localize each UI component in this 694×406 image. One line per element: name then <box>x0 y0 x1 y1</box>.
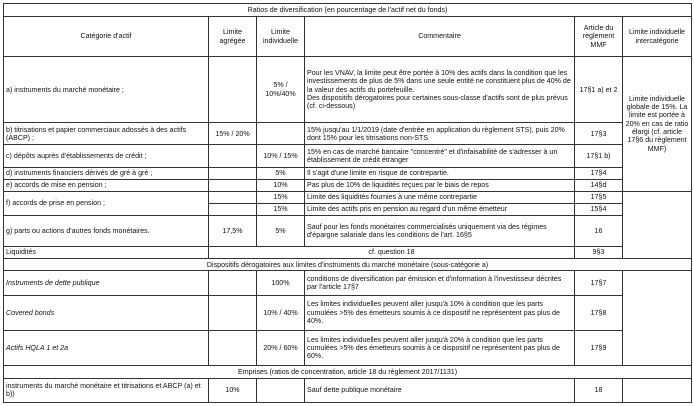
table-row <box>4 295 692 330</box>
header-article: Article du règlement MMF <box>575 17 623 57</box>
row-article: 17§8 <box>575 295 623 330</box>
intercategory-empty-cell <box>623 378 692 402</box>
row-individual-limit: 10% / 15% <box>257 145 305 167</box>
table-row <box>4 57 692 123</box>
header-category: Catégorie d'actif <box>4 17 209 57</box>
row-category: e) accords de mise en pension ; <box>4 179 209 191</box>
title-row <box>4 4 692 17</box>
row-individual-limit: 15% <box>257 204 305 216</box>
section-title-emprises: Emprises (ratios de concentration, article 18 du règlement 2017/1131) <box>4 366 692 378</box>
row-category: g) parts ou actions d'autres fonds monétaires. <box>4 216 209 247</box>
row-category: d) instruments financiers dérivés de gré à gré ; <box>4 167 209 179</box>
diversification-ratios-table <box>3 3 692 403</box>
row-individual-limit <box>257 378 305 402</box>
header-row <box>4 17 692 57</box>
intercategory-limit-cell: Limite individuelle globale de 15%. La limite est portée à 20% en cas de ratio élargi (cf. article 17§6 du règlement MMF) <box>623 57 692 192</box>
row-aggregate-limit <box>209 145 257 167</box>
row-comment: Les limites individuelles peuvent aller jusqu'à 20% à condition que les parts cumulées >5% des émetteurs soumis à ce dispositif ne représentent pas plus de 60%. <box>305 331 575 366</box>
row-category: a) instruments du marché monétaire ; <box>4 57 209 123</box>
section-header-row <box>4 366 692 378</box>
row-comment: Il s'agit d'une limite en risque de contrepartie. <box>305 167 575 179</box>
table-row <box>4 145 692 167</box>
table-row <box>4 123 692 145</box>
section-header-row <box>4 259 692 271</box>
row-aggregate-limit <box>209 57 257 123</box>
row-category: Liquidités <box>4 247 209 259</box>
row-article: 18 <box>575 378 623 402</box>
table-row <box>4 179 692 191</box>
row-individual-limit <box>257 123 305 145</box>
row-individual-limit: 5% / 10%/40% <box>257 57 305 123</box>
row-article: 17§1 b) <box>575 145 623 167</box>
row-comment: Pas plus de 10% de liquidités reçues par le biais de repos <box>305 179 575 191</box>
table-row <box>4 247 692 259</box>
table-row <box>4 216 692 247</box>
row-individual-limit: 10% <box>257 179 305 191</box>
row-aggregate-limit: 17,5% <box>209 216 257 247</box>
row-comment: Limite des actifs pris en pension au regard d'un même émetteur <box>305 204 575 216</box>
row-article: 14§d <box>575 179 623 191</box>
intercategory-empty-cell <box>623 271 692 366</box>
header-intercategory-limit: Limite individuelle intercatégorie <box>623 17 692 57</box>
row-article: 17§7 <box>575 271 623 295</box>
row-category: Actifs HQLA 1 et 2a <box>4 331 209 366</box>
table-row <box>4 191 692 203</box>
row-article: 17§9 <box>575 331 623 366</box>
header-comment: Commentaire <box>305 17 575 57</box>
row-article: 17§1 a) et 2 <box>575 57 623 123</box>
row-aggregate-limit: 15% / 20% <box>209 123 257 145</box>
row-comment: conditions de diversification par émission et d'information à l'investisseur décrites par l'article 17§7 <box>305 271 575 295</box>
row-individual-limit: 15% <box>257 191 305 203</box>
row-category: Covered bonds <box>4 295 209 330</box>
row-category: instruments du marché monétaire et titrisations et ABCP (a) et b)) <box>4 378 209 402</box>
row-aggregate-limit <box>209 179 257 191</box>
row-aggregate-limit: 10% <box>209 378 257 402</box>
row-aggregate-limit <box>209 204 257 216</box>
row-comment: Limite des liquidités fournies à une même contrepartie <box>305 191 575 203</box>
row-category: f) accords de prise en pension ; <box>4 191 209 215</box>
row-comment: Sauf pour les fonds monétaires commercialisés uniquement via des régimes d'épargne salariale dans les conditions de l'art. 16§5 <box>305 216 575 247</box>
table-row <box>4 167 692 179</box>
header-aggregate-limit: Limite agrégée <box>209 17 257 57</box>
row-comment: 15% jusqu'au 1/1/2019 (date d'entrée en application du règlement STS), puis 20% dont 15% pour les titrisations non-STS <box>305 123 575 145</box>
section-title-derogations: Dispositifs dérogatoires aux limites d'instruments du marché monétaire (sous-catégorie a) <box>4 259 692 271</box>
row-category: b) titrisations et papier commerciaux adossés à des actifs (ABCP) ; <box>4 123 209 145</box>
row-article: 16 <box>575 216 623 247</box>
row-aggregate-limit <box>209 271 257 295</box>
row-article: 17§5 <box>575 191 623 203</box>
table-title: Ratios de diversification (en pourcentage de l'actif net du fonds) <box>4 4 692 17</box>
row-article: 17§3 <box>575 123 623 145</box>
row-article: 17§4 <box>575 167 623 179</box>
table-row <box>4 271 692 295</box>
row-article: 9§3 <box>575 247 623 259</box>
row-individual-limit: 20% / 60% <box>257 331 305 366</box>
row-aggregate-limit <box>209 295 257 330</box>
row-comment: Les limites individuelles peuvent aller jusqu'à 10% à condition que les parts cumulées >5% des émetteurs soumis à ce dispositif ne représentent pas plus de 40%. <box>305 295 575 330</box>
row-comment: 15% en cas de marché bancaire "concentré" et d'infaisabilité de s'adresser à un établissement de crédit étranger <box>305 145 575 167</box>
row-comment: Pour les VNAV, la limite peut être portée à 10% des actifs dans la condition que les investissements de plus de 5% dans une seule entité ne constituent plus de 40% de la valeur des actifs du portefeuille. Des dispositifs dérogatoires pour certaines sous-classe d'actifs sont de plus prévus (cf. ci-dessous) <box>305 57 575 123</box>
intercategory-empty-cell <box>623 191 692 258</box>
row-comment: Sauf dette publique monétaire <box>305 378 575 402</box>
row-category: c) dépôts auprès d'établissements de crédit ; <box>4 145 209 167</box>
row-individual-limit: 5% <box>257 167 305 179</box>
table-row <box>4 331 692 366</box>
header-individual-limit: Limite individuelle <box>257 17 305 57</box>
row-individual-limit: 5% <box>257 216 305 247</box>
row-individual-limit: 10% / 40% <box>257 295 305 330</box>
row-aggregate-limit <box>209 191 257 203</box>
table-row <box>4 378 692 402</box>
row-comment: cf. question 18 <box>209 247 575 259</box>
row-individual-limit: 100% <box>257 271 305 295</box>
row-category: Instruments de dette publique <box>4 271 209 295</box>
row-aggregate-limit <box>209 331 257 366</box>
row-article: 15§4 <box>575 204 623 216</box>
row-aggregate-limit <box>209 167 257 179</box>
